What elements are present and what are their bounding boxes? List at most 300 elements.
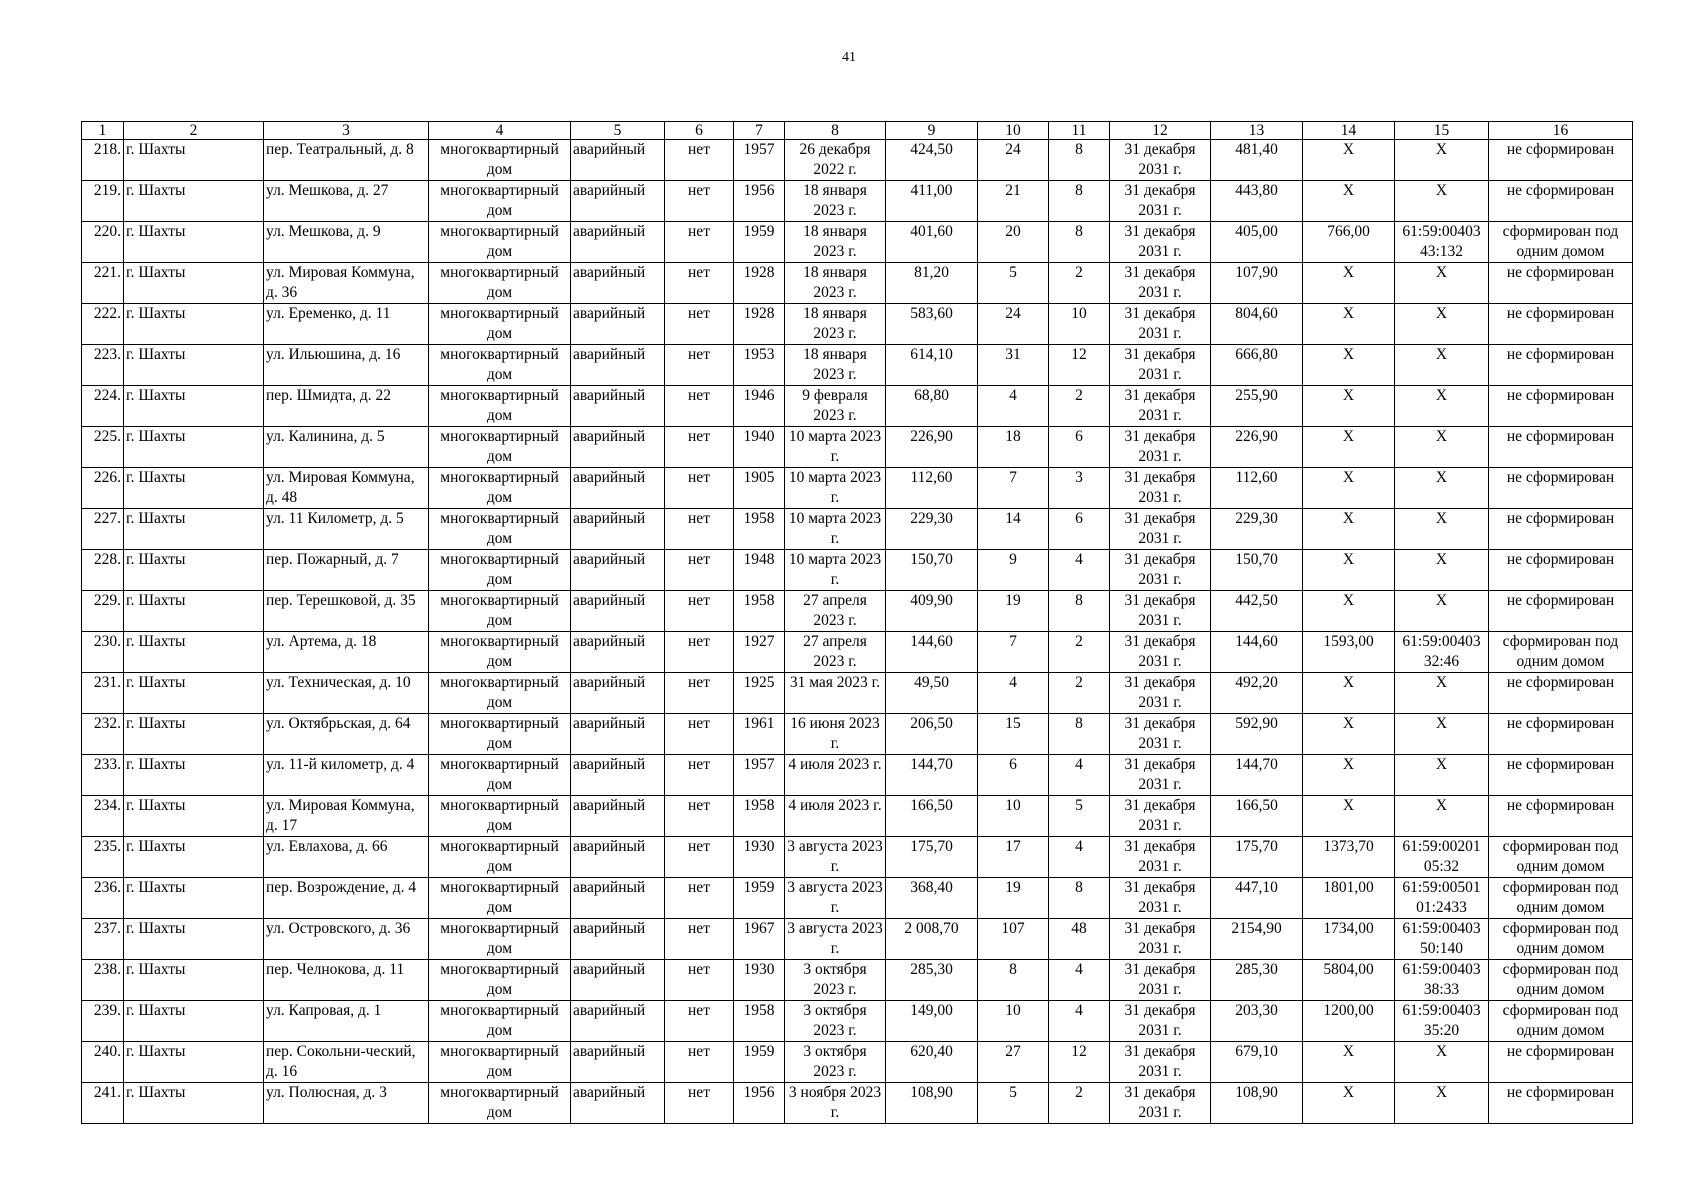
land-area-cell: 1373,70 xyxy=(1303,837,1395,878)
building-status-cell: аварийный xyxy=(571,263,665,304)
year-built-cell: 1940 xyxy=(734,427,785,468)
land-status-cell: не сформирован xyxy=(1489,755,1633,796)
total-area-cell: 285,30 xyxy=(1211,960,1303,1001)
land-status-cell: сформирован под одним домом xyxy=(1489,837,1633,878)
land-status-cell: не сформирован xyxy=(1489,263,1633,304)
premises-cell: 8 xyxy=(1049,591,1110,632)
demolition-cell: нет xyxy=(665,837,734,878)
building-status-cell: аварийный xyxy=(571,714,665,755)
column-header-7: 7 xyxy=(734,122,785,140)
recognition-date-cell: 3 октября 2023 г. xyxy=(785,960,886,1001)
building-type-cell: многоквартирный дом xyxy=(429,181,571,222)
residents-cell: 20 xyxy=(978,222,1049,263)
land-area-cell: 766,00 xyxy=(1303,222,1395,263)
building-status-cell: аварийный xyxy=(571,304,665,345)
table-row xyxy=(82,591,1633,632)
resettlement-date-cell: 31 декабря 2031 г. xyxy=(1110,673,1211,714)
table-row xyxy=(82,263,1633,304)
column-header-15: 15 xyxy=(1395,122,1489,140)
residents-cell: 4 xyxy=(978,386,1049,427)
row-number-cell: 223. xyxy=(82,345,124,386)
residents-cell: 21 xyxy=(978,181,1049,222)
residents-cell: 7 xyxy=(978,632,1049,673)
area-cell: 401,60 xyxy=(886,222,978,263)
resettlement-date-cell: 31 декабря 2031 г. xyxy=(1110,304,1211,345)
table-row xyxy=(82,509,1633,550)
building-status-cell: аварийный xyxy=(571,1042,665,1083)
building-type-cell: многоквартирный дом xyxy=(429,878,571,919)
total-area-cell: 405,00 xyxy=(1211,222,1303,263)
building-type-cell: многоквартирный дом xyxy=(429,919,571,960)
row-number-cell: 218. xyxy=(82,140,124,181)
recognition-date-cell: 10 марта 2023 г. xyxy=(785,427,886,468)
city-cell: г. Шахты xyxy=(124,468,264,509)
building-type-cell: многоквартирный дом xyxy=(429,714,571,755)
address-cell: ул. Еременко, д. 11 xyxy=(264,304,429,345)
land-status-cell: не сформирован xyxy=(1489,468,1633,509)
city-cell: г. Шахты xyxy=(124,673,264,714)
year-built-cell: 1927 xyxy=(734,632,785,673)
land-status-cell: не сформирован xyxy=(1489,1042,1633,1083)
year-built-cell: 1957 xyxy=(734,755,785,796)
area-cell: 583,60 xyxy=(886,304,978,345)
column-header-2: 2 xyxy=(124,122,264,140)
table-row xyxy=(82,304,1633,345)
area-cell: 108,90 xyxy=(886,1083,978,1124)
address-cell: ул. 11-й километр, д. 4 xyxy=(264,755,429,796)
total-area-cell: 144,60 xyxy=(1211,632,1303,673)
residents-cell: 15 xyxy=(978,714,1049,755)
total-area-cell: 592,90 xyxy=(1211,714,1303,755)
recognition-date-cell: 3 августа 2023 г. xyxy=(785,919,886,960)
premises-cell: 12 xyxy=(1049,1042,1110,1083)
building-type-cell: многоквартирный дом xyxy=(429,304,571,345)
land-area-cell: 1200,00 xyxy=(1303,1001,1395,1042)
land-status-cell: не сформирован xyxy=(1489,140,1633,181)
building-type-cell: многоквартирный дом xyxy=(429,550,571,591)
address-cell: ул. Полюсная, д. 3 xyxy=(264,1083,429,1124)
building-type-cell: многоквартирный дом xyxy=(429,1001,571,1042)
premises-cell: 2 xyxy=(1049,386,1110,427)
year-built-cell: 1928 xyxy=(734,304,785,345)
cadastral-number-cell: 61:59:00403 43:132 xyxy=(1395,222,1489,263)
premises-cell: 4 xyxy=(1049,960,1110,1001)
premises-cell: 2 xyxy=(1049,263,1110,304)
premises-cell: 10 xyxy=(1049,304,1110,345)
row-number-cell: 229. xyxy=(82,591,124,632)
table-row xyxy=(82,427,1633,468)
address-cell: пер. Пожарный, д. 7 xyxy=(264,550,429,591)
city-cell: г. Шахты xyxy=(124,304,264,345)
year-built-cell: 1961 xyxy=(734,714,785,755)
building-status-cell: аварийный xyxy=(571,1001,665,1042)
table-row xyxy=(82,386,1633,427)
table-row xyxy=(82,796,1633,837)
city-cell: г. Шахты xyxy=(124,755,264,796)
address-cell: пер. Шмидта, д. 22 xyxy=(264,386,429,427)
table-row xyxy=(82,1001,1633,1042)
city-cell: г. Шахты xyxy=(124,1042,264,1083)
city-cell: г. Шахты xyxy=(124,919,264,960)
resettlement-date-cell: 31 декабря 2031 г. xyxy=(1110,1083,1211,1124)
city-cell: г. Шахты xyxy=(124,796,264,837)
column-header-3: 3 xyxy=(264,122,429,140)
building-status-cell: аварийный xyxy=(571,796,665,837)
building-status-cell: аварийный xyxy=(571,1083,665,1124)
demolition-cell: нет xyxy=(665,960,734,1001)
year-built-cell: 1948 xyxy=(734,550,785,591)
land-area-cell: X xyxy=(1303,550,1395,591)
resettlement-date-cell: 31 декабря 2031 г. xyxy=(1110,755,1211,796)
resettlement-date-cell: 31 декабря 2031 г. xyxy=(1110,263,1211,304)
premises-cell: 2 xyxy=(1049,1083,1110,1124)
city-cell: г. Шахты xyxy=(124,632,264,673)
land-status-cell: сформирован под одним домом xyxy=(1489,632,1633,673)
land-area-cell: X xyxy=(1303,140,1395,181)
row-number-cell: 241. xyxy=(82,1083,124,1124)
residents-cell: 17 xyxy=(978,837,1049,878)
land-status-cell: не сформирован xyxy=(1489,304,1633,345)
area-cell: 112,60 xyxy=(886,468,978,509)
building-status-cell: аварийный xyxy=(571,550,665,591)
recognition-date-cell: 18 января 2023 г. xyxy=(785,345,886,386)
table-row xyxy=(82,878,1633,919)
address-cell: пер. Возрождение, д. 4 xyxy=(264,878,429,919)
premises-cell: 8 xyxy=(1049,714,1110,755)
building-type-cell: многоквартирный дом xyxy=(429,345,571,386)
resettlement-date-cell: 31 декабря 2031 г. xyxy=(1110,919,1211,960)
resettlement-date-cell: 31 декабря 2031 г. xyxy=(1110,345,1211,386)
city-cell: г. Шахты xyxy=(124,386,264,427)
residents-cell: 5 xyxy=(978,1083,1049,1124)
column-header-16: 16 xyxy=(1489,122,1633,140)
area-cell: 81,20 xyxy=(886,263,978,304)
building-type-cell: многоквартирный дом xyxy=(429,796,571,837)
cadastral-number-cell: 61:59:00403 35:20 xyxy=(1395,1001,1489,1042)
building-type-cell: многоквартирный дом xyxy=(429,837,571,878)
land-area-cell: X xyxy=(1303,591,1395,632)
row-number-cell: 227. xyxy=(82,509,124,550)
year-built-cell: 1959 xyxy=(734,1042,785,1083)
area-cell: 226,90 xyxy=(886,427,978,468)
recognition-date-cell: 10 марта 2023 г. xyxy=(785,550,886,591)
residents-cell: 5 xyxy=(978,263,1049,304)
premises-cell: 2 xyxy=(1049,673,1110,714)
land-status-cell: не сформирован xyxy=(1489,427,1633,468)
row-number-cell: 225. xyxy=(82,427,124,468)
land-status-cell: не сформирован xyxy=(1489,796,1633,837)
year-built-cell: 1930 xyxy=(734,960,785,1001)
total-area-cell: 175,70 xyxy=(1211,837,1303,878)
city-cell: г. Шахты xyxy=(124,427,264,468)
address-cell: ул. Мешкова, д. 9 xyxy=(264,222,429,263)
recognition-date-cell: 18 января 2023 г. xyxy=(785,263,886,304)
total-area-cell: 144,70 xyxy=(1211,755,1303,796)
address-cell: пер. Терешковой, д. 35 xyxy=(264,591,429,632)
demolition-cell: нет xyxy=(665,919,734,960)
row-number-cell: 231. xyxy=(82,673,124,714)
table-row xyxy=(82,1083,1633,1124)
row-number-cell: 233. xyxy=(82,755,124,796)
area-cell: 411,00 xyxy=(886,181,978,222)
land-status-cell: сформирован под одним домом xyxy=(1489,878,1633,919)
city-cell: г. Шахты xyxy=(124,345,264,386)
address-cell: ул. Калинина, д. 5 xyxy=(264,427,429,468)
land-status-cell: сформирован под одним домом xyxy=(1489,960,1633,1001)
year-built-cell: 1958 xyxy=(734,591,785,632)
total-area-cell: 447,10 xyxy=(1211,878,1303,919)
total-area-cell: 203,30 xyxy=(1211,1001,1303,1042)
demolition-cell: нет xyxy=(665,714,734,755)
column-header-9: 9 xyxy=(886,122,978,140)
row-number-cell: 237. xyxy=(82,919,124,960)
residents-cell: 7 xyxy=(978,468,1049,509)
address-cell: ул. Евлахова, д. 66 xyxy=(264,837,429,878)
cadastral-number-cell: X xyxy=(1395,591,1489,632)
cadastral-number-cell: X xyxy=(1395,427,1489,468)
address-cell: ул. Капровая, д. 1 xyxy=(264,1001,429,1042)
residents-cell: 107 xyxy=(978,919,1049,960)
recognition-date-cell: 4 июля 2023 г. xyxy=(785,755,886,796)
area-cell: 409,90 xyxy=(886,591,978,632)
building-status-cell: аварийный xyxy=(571,837,665,878)
row-number-cell: 228. xyxy=(82,550,124,591)
building-type-cell: многоквартирный дом xyxy=(429,427,571,468)
address-cell: ул. Артема, д. 18 xyxy=(264,632,429,673)
column-header-5: 5 xyxy=(571,122,665,140)
cadastral-number-cell: X xyxy=(1395,509,1489,550)
table-header-row xyxy=(82,122,1633,140)
recognition-date-cell: 27 апреля 2023 г. xyxy=(785,632,886,673)
premises-cell: 3 xyxy=(1049,468,1110,509)
year-built-cell: 1958 xyxy=(734,1001,785,1042)
land-status-cell: не сформирован xyxy=(1489,509,1633,550)
residents-cell: 8 xyxy=(978,960,1049,1001)
area-cell: 424,50 xyxy=(886,140,978,181)
year-built-cell: 1956 xyxy=(734,181,785,222)
area-cell: 68,80 xyxy=(886,386,978,427)
cadastral-number-cell: X xyxy=(1395,755,1489,796)
land-area-cell: 1734,00 xyxy=(1303,919,1395,960)
recognition-date-cell: 27 апреля 2023 г. xyxy=(785,591,886,632)
table-row xyxy=(82,181,1633,222)
resettlement-date-cell: 31 декабря 2031 г. xyxy=(1110,222,1211,263)
residents-cell: 19 xyxy=(978,878,1049,919)
building-type-cell: многоквартирный дом xyxy=(429,140,571,181)
recognition-date-cell: 26 декабря 2022 г. xyxy=(785,140,886,181)
land-area-cell: X xyxy=(1303,427,1395,468)
address-cell: ул. Ильюшина, д. 16 xyxy=(264,345,429,386)
row-number-cell: 236. xyxy=(82,878,124,919)
building-status-cell: аварийный xyxy=(571,386,665,427)
resettlement-date-cell: 31 декабря 2031 г. xyxy=(1110,632,1211,673)
demolition-cell: нет xyxy=(665,345,734,386)
land-status-cell: не сформирован xyxy=(1489,714,1633,755)
area-cell: 144,70 xyxy=(886,755,978,796)
residents-cell: 19 xyxy=(978,591,1049,632)
residents-cell: 9 xyxy=(978,550,1049,591)
recognition-date-cell: 16 июня 2023 г. xyxy=(785,714,886,755)
resettlement-date-cell: 31 декабря 2031 г. xyxy=(1110,509,1211,550)
table-row xyxy=(82,1042,1633,1083)
land-status-cell: сформирован под одним домом xyxy=(1489,919,1633,960)
demolition-cell: нет xyxy=(665,796,734,837)
total-area-cell: 666,80 xyxy=(1211,345,1303,386)
cadastral-number-cell: 61:59:00501 01:2433 xyxy=(1395,878,1489,919)
residents-cell: 4 xyxy=(978,673,1049,714)
land-status-cell: сформирован под одним домом xyxy=(1489,1001,1633,1042)
premises-cell: 2 xyxy=(1049,632,1110,673)
cadastral-number-cell: X xyxy=(1395,1083,1489,1124)
city-cell: г. Шахты xyxy=(124,550,264,591)
land-area-cell: X xyxy=(1303,304,1395,345)
year-built-cell: 1967 xyxy=(734,919,785,960)
land-area-cell: X xyxy=(1303,509,1395,550)
building-type-cell: многоквартирный дом xyxy=(429,960,571,1001)
demolition-cell: нет xyxy=(665,632,734,673)
building-status-cell: аварийный xyxy=(571,632,665,673)
address-cell: ул. 11 Километр, д. 5 xyxy=(264,509,429,550)
recognition-date-cell: 18 января 2023 г. xyxy=(785,222,886,263)
building-status-cell: аварийный xyxy=(571,345,665,386)
column-header-10: 10 xyxy=(978,122,1049,140)
cadastral-number-cell: 61:59:00403 38:33 xyxy=(1395,960,1489,1001)
table-row xyxy=(82,468,1633,509)
row-number-cell: 238. xyxy=(82,960,124,1001)
premises-cell: 6 xyxy=(1049,509,1110,550)
recognition-date-cell: 18 января 2023 г. xyxy=(785,181,886,222)
land-status-cell: не сформирован xyxy=(1489,386,1633,427)
city-cell: г. Шахты xyxy=(124,1001,264,1042)
row-number-cell: 240. xyxy=(82,1042,124,1083)
city-cell: г. Шахты xyxy=(124,222,264,263)
area-cell: 285,30 xyxy=(886,960,978,1001)
table-row xyxy=(82,550,1633,591)
year-built-cell: 1958 xyxy=(734,509,785,550)
building-type-cell: многоквартирный дом xyxy=(429,386,571,427)
premises-cell: 4 xyxy=(1049,837,1110,878)
premises-cell: 6 xyxy=(1049,427,1110,468)
total-area-cell: 108,90 xyxy=(1211,1083,1303,1124)
total-area-cell: 804,60 xyxy=(1211,304,1303,345)
premises-cell: 5 xyxy=(1049,796,1110,837)
recognition-date-cell: 3 августа 2023 г. xyxy=(785,878,886,919)
city-cell: г. Шахты xyxy=(124,140,264,181)
land-area-cell: X xyxy=(1303,468,1395,509)
recognition-date-cell: 18 января 2023 г. xyxy=(785,304,886,345)
city-cell: г. Шахты xyxy=(124,714,264,755)
total-area-cell: 112,60 xyxy=(1211,468,1303,509)
row-number-cell: 226. xyxy=(82,468,124,509)
premises-cell: 12 xyxy=(1049,345,1110,386)
demolition-cell: нет xyxy=(665,386,734,427)
row-number-cell: 230. xyxy=(82,632,124,673)
cadastral-number-cell: X xyxy=(1395,345,1489,386)
area-cell: 2 008,70 xyxy=(886,919,978,960)
table-row xyxy=(82,140,1633,181)
row-number-cell: 222. xyxy=(82,304,124,345)
building-type-cell: многоквартирный дом xyxy=(429,509,571,550)
demolition-cell: нет xyxy=(665,140,734,181)
land-area-cell: 1593,00 xyxy=(1303,632,1395,673)
demolition-cell: нет xyxy=(665,468,734,509)
total-area-cell: 481,40 xyxy=(1211,140,1303,181)
cadastral-number-cell: X xyxy=(1395,140,1489,181)
residents-cell: 6 xyxy=(978,755,1049,796)
land-area-cell: X xyxy=(1303,345,1395,386)
resettlement-date-cell: 31 декабря 2031 г. xyxy=(1110,1001,1211,1042)
resettlement-date-cell: 31 декабря 2031 г. xyxy=(1110,1042,1211,1083)
area-cell: 149,00 xyxy=(886,1001,978,1042)
building-type-cell: многоквартирный дом xyxy=(429,673,571,714)
area-cell: 229,30 xyxy=(886,509,978,550)
cadastral-number-cell: X xyxy=(1395,263,1489,304)
year-built-cell: 1959 xyxy=(734,878,785,919)
column-header-13: 13 xyxy=(1211,122,1303,140)
recognition-date-cell: 4 июля 2023 г. xyxy=(785,796,886,837)
table-row xyxy=(82,632,1633,673)
land-area-cell: X xyxy=(1303,1083,1395,1124)
land-status-cell: не сформирован xyxy=(1489,1083,1633,1124)
land-status-cell: не сформирован xyxy=(1489,345,1633,386)
premises-cell: 8 xyxy=(1049,181,1110,222)
demolition-cell: нет xyxy=(665,181,734,222)
land-area-cell: 5804,00 xyxy=(1303,960,1395,1001)
resettlement-date-cell: 31 декабря 2031 г. xyxy=(1110,796,1211,837)
demolition-cell: нет xyxy=(665,755,734,796)
land-status-cell: не сформирован xyxy=(1489,550,1633,591)
premises-cell: 8 xyxy=(1049,222,1110,263)
building-type-cell: многоквартирный дом xyxy=(429,1042,571,1083)
row-number-cell: 232. xyxy=(82,714,124,755)
building-type-cell: многоквартирный дом xyxy=(429,632,571,673)
area-cell: 166,50 xyxy=(886,796,978,837)
year-built-cell: 1958 xyxy=(734,796,785,837)
building-status-cell: аварийный xyxy=(571,591,665,632)
cadastral-number-cell: X xyxy=(1395,468,1489,509)
address-cell: пер. Челнокова, д. 11 xyxy=(264,960,429,1001)
year-built-cell: 1930 xyxy=(734,837,785,878)
cadastral-number-cell: 61:59:00403 50:140 xyxy=(1395,919,1489,960)
area-cell: 620,40 xyxy=(886,1042,978,1083)
city-cell: г. Шахты xyxy=(124,1083,264,1124)
recognition-date-cell: 3 августа 2023 г. xyxy=(785,837,886,878)
address-cell: ул. Мировая Коммуна, д. 48 xyxy=(264,468,429,509)
resettlement-date-cell: 31 декабря 2031 г. xyxy=(1110,714,1211,755)
premises-cell: 8 xyxy=(1049,140,1110,181)
land-area-cell: 1801,00 xyxy=(1303,878,1395,919)
resettlement-date-cell: 31 декабря 2031 г. xyxy=(1110,591,1211,632)
resettlement-date-cell: 31 декабря 2031 г. xyxy=(1110,878,1211,919)
total-area-cell: 442,50 xyxy=(1211,591,1303,632)
city-cell: г. Шахты xyxy=(124,509,264,550)
cadastral-number-cell: X xyxy=(1395,796,1489,837)
building-status-cell: аварийный xyxy=(571,919,665,960)
land-area-cell: X xyxy=(1303,714,1395,755)
row-number-cell: 220. xyxy=(82,222,124,263)
year-built-cell: 1959 xyxy=(734,222,785,263)
address-cell: ул. Октябрьская, д. 64 xyxy=(264,714,429,755)
address-cell: ул. Техническая, д. 10 xyxy=(264,673,429,714)
demolition-cell: нет xyxy=(665,509,734,550)
resettlement-date-cell: 31 декабря 2031 г. xyxy=(1110,140,1211,181)
land-status-cell: не сформирован xyxy=(1489,591,1633,632)
cadastral-number-cell: X xyxy=(1395,1042,1489,1083)
recognition-date-cell: 3 октября 2023 г. xyxy=(785,1042,886,1083)
city-cell: г. Шахты xyxy=(124,960,264,1001)
column-header-12: 12 xyxy=(1110,122,1211,140)
address-cell: пер. Театральный, д. 8 xyxy=(264,140,429,181)
